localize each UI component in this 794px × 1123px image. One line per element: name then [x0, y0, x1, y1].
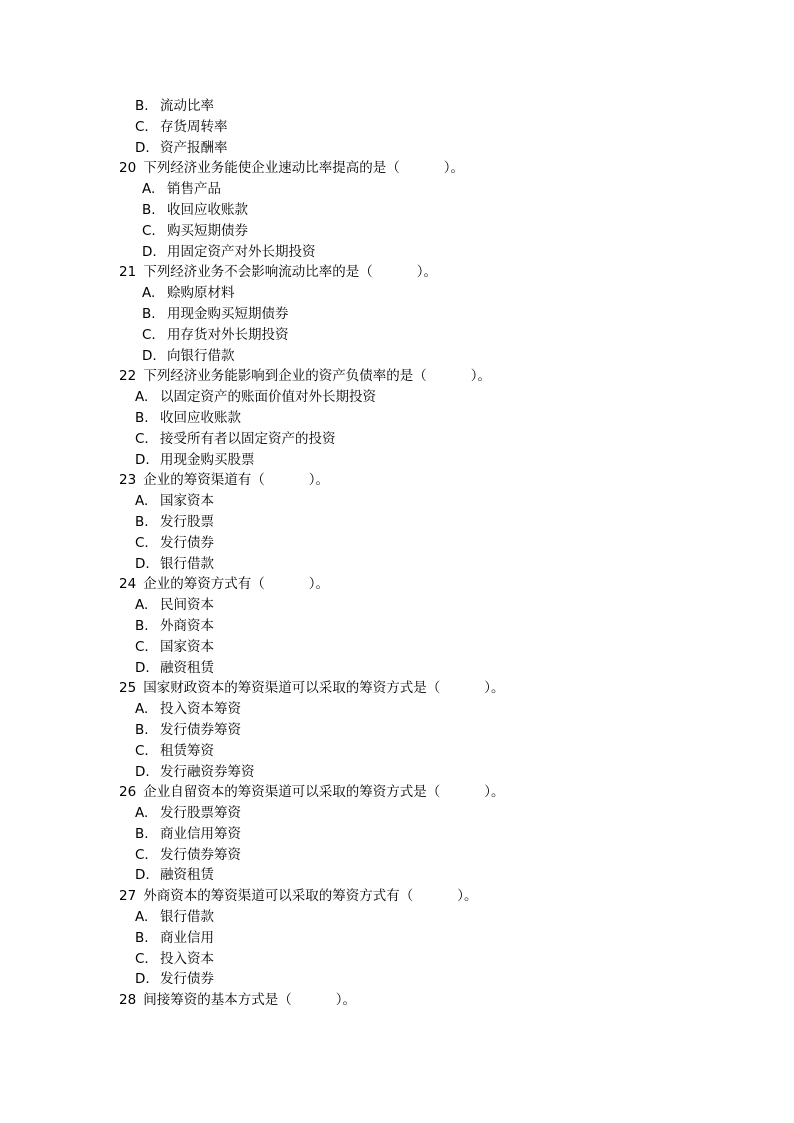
- option-item: [119, 283, 719, 304]
- option-text: 融资租赁: [160, 659, 214, 676]
- option-label: B.: [135, 617, 149, 634]
- question-27: [119, 886, 719, 907]
- question-21: [119, 262, 719, 283]
- question-text: 下列经济业务能影响到企业的资产负债率的是（: [143, 368, 427, 385]
- option-item: [119, 803, 719, 824]
- option-item: [119, 699, 719, 720]
- option-item: [119, 450, 719, 471]
- option-text: 销售产品: [167, 181, 221, 198]
- option-label: B.: [135, 409, 149, 426]
- option-item: [119, 865, 719, 886]
- option-label: D.: [142, 347, 157, 364]
- option-text: 发行股票: [160, 513, 214, 530]
- option-text: 商业信用筹资: [160, 825, 241, 842]
- question-20: [119, 158, 719, 179]
- option-item: [119, 637, 719, 658]
- option-text: 用固定资产对外长期投资: [167, 243, 316, 260]
- option-label: C.: [135, 742, 149, 759]
- option-text: 发行债券筹资: [160, 846, 241, 863]
- option-text: 接受所有者以固定资产的投资: [160, 430, 336, 447]
- option-text: 收回应收账款: [160, 409, 241, 426]
- option-text: 发行债券筹资: [160, 721, 241, 738]
- option-text: 外商资本: [160, 617, 214, 634]
- question-tail: ）。: [457, 888, 478, 905]
- question-text: 间接筹资的基本方式是（: [143, 992, 292, 1009]
- option-item: [119, 616, 719, 637]
- option-label: A.: [135, 701, 149, 718]
- question-tail: ）。: [443, 160, 465, 177]
- question-tail: ）。: [484, 784, 505, 801]
- option-label: D.: [135, 139, 150, 156]
- option-label: A.: [135, 805, 149, 822]
- option-text: 发行股票筹资: [160, 805, 241, 822]
- option-label: B.: [135, 98, 149, 114]
- option-item: [119, 117, 719, 138]
- option-text: 商业信用: [160, 929, 214, 946]
- option-text: 国家资本: [160, 493, 214, 510]
- option-item: [119, 96, 719, 117]
- option-text: 发行债券: [160, 534, 214, 551]
- option-text: 以固定资产的账面价值对外长期投资: [160, 389, 376, 406]
- option-label: D.: [135, 451, 150, 468]
- option-item: [119, 408, 719, 429]
- option-label: B.: [135, 513, 149, 530]
- option-text: 银行借款: [160, 909, 214, 926]
- option-label: A.: [135, 493, 149, 510]
- option-label: B.: [135, 721, 149, 738]
- option-label: C.: [135, 950, 149, 967]
- option-item: [119, 824, 719, 845]
- option-label: A.: [135, 597, 149, 614]
- option-label: C.: [142, 326, 156, 343]
- question-text: 下列经济业务能使企业速动比率提高的是（: [143, 160, 400, 177]
- question-number: 20: [119, 160, 137, 177]
- option-text: 流动比率: [160, 98, 214, 114]
- option-item: [119, 928, 719, 949]
- option-text: 用现金购买短期债券: [167, 305, 289, 322]
- question-25: [119, 678, 719, 699]
- option-item: [119, 554, 719, 575]
- option-text: 民间资本: [160, 597, 214, 614]
- option-text: 赊购原材料: [167, 285, 235, 302]
- option-label: C.: [135, 534, 149, 551]
- option-label: C.: [135, 118, 149, 135]
- question-text: 企业的筹资渠道有（: [143, 472, 265, 489]
- option-text: 投入资本: [160, 950, 214, 967]
- option-item: [119, 138, 719, 159]
- question-number: 21: [119, 264, 137, 281]
- option-label: C.: [142, 222, 156, 239]
- question-22: [119, 366, 719, 387]
- option-text: 银行借款: [160, 555, 214, 572]
- option-text: 租赁筹资: [160, 742, 214, 759]
- question-number: 28: [119, 992, 137, 1009]
- option-text: 收回应收账款: [167, 201, 248, 218]
- option-item: [119, 595, 719, 616]
- option-item: [119, 242, 719, 263]
- option-text: 投入资本筹资: [160, 701, 241, 718]
- option-text: 发行融资券筹资: [160, 763, 255, 780]
- option-label: D.: [142, 243, 157, 260]
- question-23: [119, 470, 719, 491]
- question-number: 25: [119, 680, 137, 697]
- question-number: 27: [119, 888, 137, 905]
- option-label: D.: [135, 555, 150, 572]
- option-text: 资产报酬率: [160, 139, 228, 156]
- question-text: 企业的筹资方式有（: [143, 576, 265, 593]
- option-item: [119, 491, 719, 512]
- option-item: [119, 346, 719, 367]
- option-item: [119, 845, 719, 866]
- option-label: A.: [142, 285, 156, 302]
- option-label: D.: [135, 763, 150, 780]
- option-label: C.: [135, 638, 149, 655]
- option-item: [119, 969, 719, 990]
- option-label: D.: [135, 659, 150, 676]
- question-list: [119, 96, 719, 1011]
- question-24: [119, 574, 719, 595]
- option-text: 国家资本: [160, 638, 214, 655]
- option-label: B.: [135, 929, 149, 946]
- option-label: B.: [142, 201, 156, 218]
- option-item: [119, 387, 719, 408]
- option-text: 用存货对外长期投资: [167, 326, 289, 343]
- option-label: C.: [135, 846, 149, 863]
- option-item: [119, 762, 719, 783]
- option-item: [119, 720, 719, 741]
- question-text: 企业自留资本的筹资渠道可以采取的筹资方式是（: [143, 784, 441, 801]
- question-26: [119, 782, 719, 803]
- option-item: [119, 741, 719, 762]
- question-tail: ）。: [416, 264, 438, 281]
- question-tail: ）。: [470, 368, 492, 385]
- question-number: 26: [119, 784, 137, 801]
- question-number: 24: [119, 576, 137, 593]
- option-label: D.: [135, 867, 150, 884]
- question-tail: ）。: [308, 576, 330, 593]
- question-28: [119, 990, 719, 1011]
- option-item: [119, 429, 719, 450]
- option-item: [119, 304, 719, 325]
- option-item: [119, 949, 719, 970]
- option-item: [119, 179, 719, 200]
- option-label: A.: [142, 181, 156, 198]
- option-label: B.: [135, 825, 149, 842]
- question-text: 外商资本的筹资渠道可以采取的筹资方式有（: [143, 888, 414, 905]
- question-tail: ）。: [484, 680, 505, 697]
- option-text: 存货周转率: [160, 118, 228, 135]
- option-label: A.: [135, 389, 149, 406]
- option-label: C.: [135, 430, 149, 447]
- option-item: [119, 512, 719, 533]
- option-item: [119, 325, 719, 346]
- question-number: 22: [119, 368, 137, 385]
- option-text: 用现金购买股票: [160, 451, 255, 468]
- option-item: [119, 658, 719, 679]
- option-item: [119, 907, 719, 928]
- option-label: B.: [142, 305, 156, 322]
- option-item: [119, 200, 719, 221]
- option-item: [119, 533, 719, 554]
- question-tail: ）。: [308, 472, 330, 489]
- question-number: 23: [119, 472, 137, 489]
- option-item: [119, 221, 719, 242]
- question-tail: ）。: [335, 992, 357, 1009]
- question-text: 下列经济业务不会影响流动比率的是（: [143, 264, 373, 281]
- option-label: D.: [135, 971, 150, 988]
- option-text: 购买短期债券: [167, 222, 248, 239]
- option-label: A.: [135, 909, 149, 926]
- question-text: 国家财政资本的筹资渠道可以采取的筹资方式是（: [143, 680, 441, 697]
- option-text: 融资租赁: [160, 867, 214, 884]
- option-text: 向银行借款: [167, 347, 235, 364]
- option-text: 发行债券: [160, 971, 214, 988]
